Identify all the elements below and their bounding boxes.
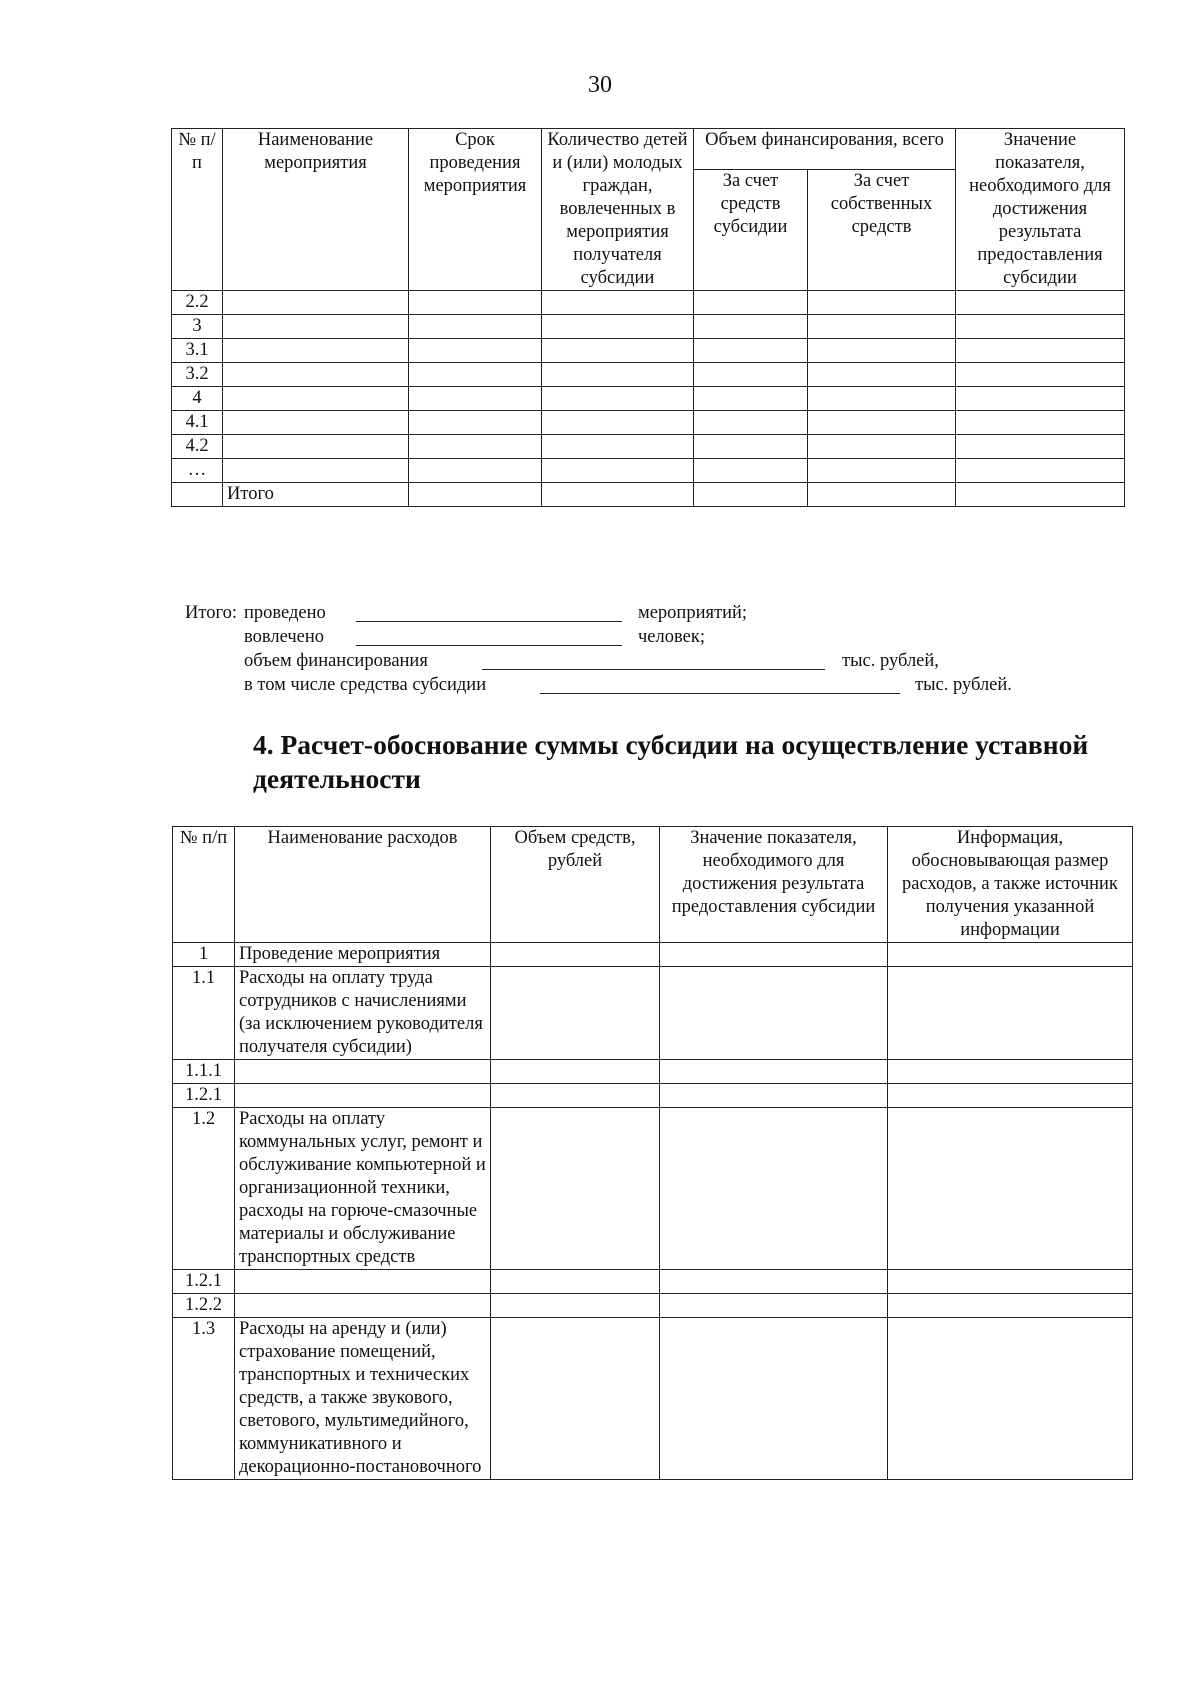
table-row <box>172 291 1125 315</box>
row-name <box>223 435 409 459</box>
row-name: Расходы на аренду и (или) страхование помещений, транспортных и технических средств, а также звукового, светового, мультимедийного, коммуникативного и декорационно-постановочного <box>235 1318 491 1480</box>
col-finance-header: Объем финансирования, всего <box>694 129 956 170</box>
col-finance-subsidy-header: За счет средств субсидии <box>694 170 808 291</box>
col-info-header: Информация, обосновывающая размер расходов, а также источник получения указанной информации <box>888 827 1133 943</box>
row-num: 1 <box>173 943 235 967</box>
row-num: 4.1 <box>172 411 223 435</box>
expenses-table <box>172 826 1133 1480</box>
col-num-header: № п/п <box>172 129 223 291</box>
row-num: 1.2.1 <box>173 1270 235 1294</box>
row-num: 1.2.2 <box>173 1294 235 1318</box>
col-name-header: Наименование расходов <box>235 827 491 943</box>
summary-held-label: проведено <box>244 603 326 623</box>
row-name: Проведение мероприятия <box>235 943 491 967</box>
events-table <box>171 128 1125 507</box>
row-num: 1.2.1 <box>173 1084 235 1108</box>
summary-subsidy-unit: тыс. рублей. <box>915 675 1012 695</box>
row-name <box>235 1084 491 1108</box>
row-name <box>223 459 409 483</box>
summary-involved-unit: человек; <box>638 627 705 647</box>
row-num <box>172 483 223 507</box>
summary-label: Итого: <box>185 603 237 623</box>
col-indicator-header: Значение показателя, необходимого для достижения результата предоставления субсидии <box>956 129 1125 291</box>
section-heading <box>253 728 1133 796</box>
table-row <box>172 435 1125 459</box>
row-name <box>223 411 409 435</box>
table-row <box>173 1084 1133 1108</box>
finance-blank <box>482 649 825 670</box>
summary-finance-label: объем финансирования <box>244 651 428 671</box>
col-finance-own-header: За счет собственных средств <box>808 170 956 291</box>
row-num: 3.2 <box>172 363 223 387</box>
summary-involved-label: вовлечено <box>244 627 324 647</box>
table-row <box>173 1108 1133 1270</box>
col-indicator-header: Значение показателя, необходимого для достижения результата предоставления субсидии <box>660 827 888 943</box>
col-term-header: Срок проведения мероприятия <box>409 129 542 291</box>
page-number: 30 <box>588 72 612 98</box>
summary-held-unit: мероприятий; <box>638 603 748 623</box>
table-row <box>173 1270 1133 1294</box>
table-row <box>172 411 1125 435</box>
row-num: 3.1 <box>172 339 223 363</box>
row-name: Расходы на оплату труда сотрудников с начислениями (за исключением руководителя получателя субсидии) <box>235 967 491 1060</box>
section-heading-line1: 4. Расчет-обоснование суммы субсидии на осуществление уставной <box>253 729 1089 760</box>
table-row <box>173 943 1133 967</box>
row-num: 1.1.1 <box>173 1060 235 1084</box>
row-num: 2.2 <box>172 291 223 315</box>
row-name <box>223 363 409 387</box>
row-num: 1.2 <box>173 1108 235 1270</box>
row-num: 3 <box>172 315 223 339</box>
table-row <box>173 1294 1133 1318</box>
col-name-header: Наименование мероприятия <box>223 129 409 291</box>
row-name <box>223 387 409 411</box>
table-row <box>172 363 1125 387</box>
summary-finance-unit: тыс. рублей, <box>842 651 939 671</box>
table-row-total <box>172 483 1125 507</box>
row-num: 1.1 <box>173 967 235 1060</box>
row-name <box>223 339 409 363</box>
col-amount-header: Объем средств, рублей <box>491 827 660 943</box>
table-row <box>173 967 1133 1060</box>
held-blank <box>356 601 622 622</box>
row-name: Расходы на оплату коммунальных услуг, ремонт и обслуживание компьютерной и организационной техники, расходы на горюче-смазочные материалы и обслуживание транспортных средств <box>235 1108 491 1270</box>
table-row <box>173 1318 1133 1480</box>
table-row <box>172 339 1125 363</box>
subsidy-blank <box>540 673 900 694</box>
involved-blank <box>356 625 622 646</box>
row-name <box>223 291 409 315</box>
summary-block <box>185 601 1085 697</box>
table-row <box>172 315 1125 339</box>
section-heading-line2: деятельности <box>253 763 421 794</box>
row-name <box>235 1294 491 1318</box>
row-num: 4.2 <box>172 435 223 459</box>
table-row <box>173 1060 1133 1084</box>
row-name <box>223 315 409 339</box>
row-num: 1.3 <box>173 1318 235 1480</box>
row-num: … <box>172 459 223 483</box>
summary-subsidy-label: в том числе средства субсидии <box>244 675 487 695</box>
col-num-header: № п/п <box>173 827 235 943</box>
table-row <box>172 387 1125 411</box>
col-count-header: Количество детей и (или) молодых граждан, вовлеченных в мероприятия получателя субсидии <box>542 129 694 291</box>
row-name <box>235 1060 491 1084</box>
row-num: 4 <box>172 387 223 411</box>
table-row <box>172 459 1125 483</box>
row-name <box>235 1270 491 1294</box>
row-name: Итого <box>223 483 409 507</box>
